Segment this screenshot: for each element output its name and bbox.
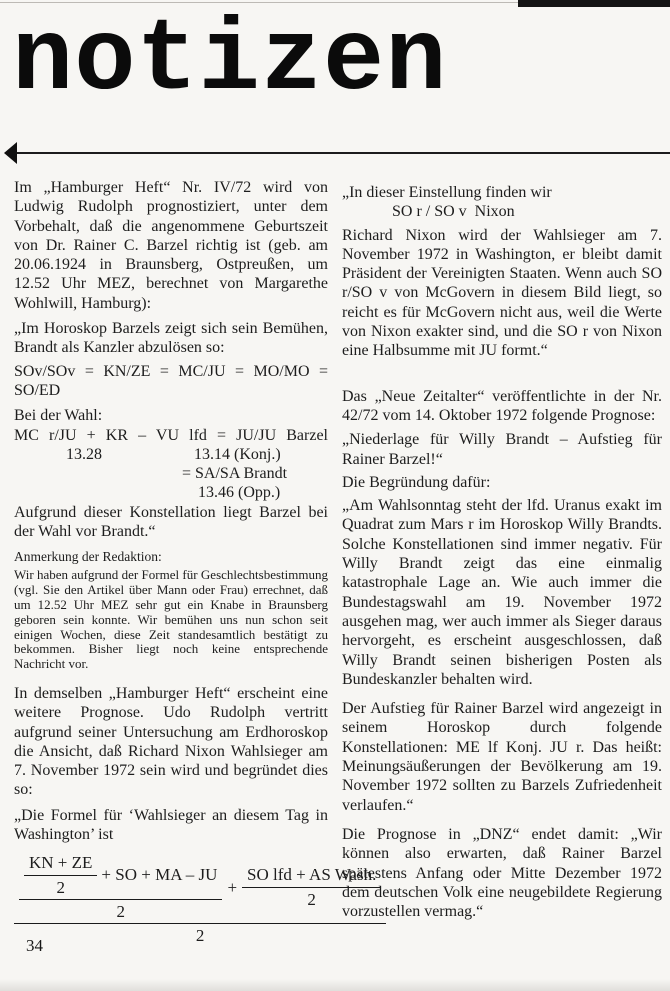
scan-corner-mark bbox=[518, 0, 670, 7]
right-column bbox=[342, 178, 662, 946]
fraction-inner-numerator: KN + ZE bbox=[24, 852, 97, 875]
formula-sov-line1: SOv/SOv = KN/ZE = MC/JU = MO/MO = bbox=[14, 362, 328, 380]
paragraph-niederlage: „Niederlage für Willy Brandt – Aufstieg für Rainer Barzel!“ bbox=[342, 431, 662, 468]
paragraph-einstellung: „In dieser Einstellung finden wir bbox=[342, 184, 552, 201]
paragraph-horoskop: „Im Horoskop Barzels zeigt sich sein Bemühen, Brandt als Kanzler abzulösen so: bbox=[14, 320, 328, 357]
paragraph-wahlsonntag: „Am Wahlsonntag steht der lfd. Uranus exakt im Quadrat zum Mars r im Horoskop Willy Brandts. Solche Konstellationen sind immer negativ. Für Willy Brandt zeigt das eine einmalig katastrophale Lage an. Wie auch immer die Bundestagswahl am 19. November 1972 ausgehen mag, wer auch immer als Sieger daraus hervorgeht, es erscheint ausgeschlossen, daß Willy Brandt seinen bisherigen Posten als Bundeskanzler behalten wird. bbox=[342, 497, 662, 688]
paragraph-dnz-prognose: Die Prognose in „DNZ“ endet damit: „Wir können also erwarten, daß Rainer Barzel spätestens Anfang oder Mitte Dezember 1972 dem deutschen Volk eine neugebildete Regierung vorzustellen vermag.“ bbox=[342, 825, 662, 921]
wahl-value-1346: 13.46 (Opp.) bbox=[198, 484, 281, 502]
wahl-label: Bei der Wahl: bbox=[14, 407, 103, 425]
paragraph-intro: Im „Hamburger Heft“ Nr. IV/72 wird von Ludwig Rudolph prognostiziert, unter dem Vorbehalt, daß die angenommene Geburtszeit von Dr. Rainer C. Barzel richtig ist (geb. am 20.06.1924 in Braunsberg, Ostpreußen, um 12.52 Uhr MEZ, berechnet von Margarethe Wohlwill, Hamburg): bbox=[14, 179, 328, 312]
paragraph-formel-wahlsieger: „Die Formel für ‘Wahlsieger an diesem Tag in Washington’ ist bbox=[14, 806, 328, 843]
anmerkung-body: Wir haben aufgrund der Formel für Geschlechtsbestimmung (vgl. Sie den Artikel über Mann oder Frau) errechnet, daß um 12.52 Uhr MEZ sehr gut ein Knabe in Braunsberg geboren sein konnte. Wir bemühen uns nun schon seit einigen Wochen, diese Zeit standesamtlich bestätigt zu bekommen. Bisher liegt noch keine entsprechende Nachricht vor. bbox=[14, 567, 328, 672]
fraction-right-denominator: 2 bbox=[307, 889, 316, 909]
wahl-value-1314: 13.14 (Konj.) bbox=[194, 445, 281, 463]
scan-bottom-shade bbox=[0, 979, 670, 991]
fraction-right-numerator: SO lfd + AS Wash. bbox=[242, 864, 381, 887]
paragraph-aufstieg-barzel: Der Aufstieg für Rainer Barzel wird angezeigt in seinem Horoskop durch folgende Konstellationen: ME lf Konj. JU r. Das heißt: Meinungsäußerungen der Bevölkerung am 19. November 1972 sollten zu Barzels Zufriedenheit verlaufen.“ bbox=[342, 700, 662, 814]
formula-so-nixon: SO r / SO v Nixon bbox=[392, 203, 515, 221]
paragraph-begruendung-label: Die Begründung dafür: bbox=[342, 473, 491, 491]
anmerkung-title: Anmerkung der Redaktion: bbox=[14, 549, 162, 565]
wahl-value-1328: 13.28 bbox=[66, 445, 102, 463]
paragraph-aufgrund: Aufgrund dieser Konstellation liegt Barzel bei der Wahl vor Brandt.“ bbox=[14, 503, 328, 541]
arrow-left-icon bbox=[4, 142, 17, 164]
wahl-equation-line3: = SA/SA Brandt bbox=[182, 465, 288, 483]
text-columns bbox=[14, 178, 662, 946]
wahl-equation-line2 bbox=[14, 445, 328, 464]
wahl-equation-block bbox=[14, 426, 328, 503]
formula-sov-line2: SO/ED bbox=[14, 381, 61, 399]
fraction-inner bbox=[24, 852, 97, 898]
paragraph-neue-zeitalter: Das „Neue Zeitalter“ veröffentlichte in der Nr. 42/72 vom 14. Oktober 1972 folgende Prognose: bbox=[342, 387, 662, 424]
header-rule bbox=[7, 152, 670, 154]
fraction-mid bbox=[19, 852, 222, 922]
wahl-equation-line1: MC r/JU + KR – VU lfd = JU/JU Barzel bbox=[14, 426, 328, 444]
fraction-outer-denominator: 2 bbox=[195, 926, 205, 946]
fraction-plus-sign: + bbox=[227, 877, 238, 897]
fraction-mid-rest: + SO + MA – JU bbox=[101, 865, 218, 885]
left-column bbox=[14, 178, 377, 946]
paragraph-weitere-prognose: In demselben „Hamburger Heft“ erscheint eine weitere Prognose. Udo Rudolph vertritt aufgrund seiner Untersuchung am Erdhoroskop die Ansicht, daß Richard Nixon Wahlsieger am 7. November 1972 sein wird und begründet dies so: bbox=[14, 684, 328, 799]
paragraph-nixon-wahlsieger: Richard Nixon wird der Wahlsieger am 7. November 1972 in Washington, er bleibt damit Präsident der Vereinigten Staaten. Wenn auch SO r/SO v von McGovern in diesem Bild liegt, so reicht es für McGovern nicht aus, weil die Werte von Nixon exakter sind, und die SO r von Nixon eine Halbsumme mit JU formt.“ bbox=[342, 226, 662, 360]
nested-fraction-formula bbox=[14, 852, 377, 946]
formula-sov-block bbox=[14, 362, 328, 401]
fraction-inner-denominator: 2 bbox=[56, 877, 65, 897]
fraction-mid-denominator: 2 bbox=[116, 901, 125, 921]
fraction-outer bbox=[14, 852, 386, 946]
page-number: 34 bbox=[26, 936, 43, 955]
page-title: notizen bbox=[12, 3, 448, 119]
